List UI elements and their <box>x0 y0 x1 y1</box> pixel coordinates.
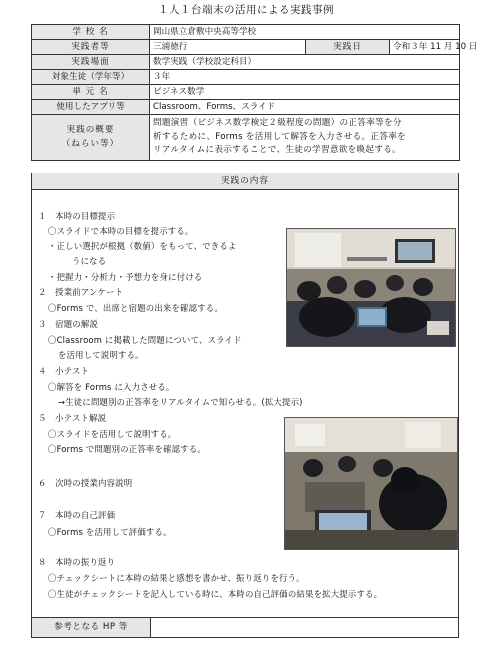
purpose-line: 析するために、Forms を活用して解答を入力させる。正答率を <box>153 131 407 142</box>
content-section <box>31 173 459 618</box>
step-item: 〇スライドを活用して説明する。 <box>48 429 177 439</box>
teacher-value: 三浦徳行 <box>150 40 306 55</box>
step-heading: １ 本時の目標提示 <box>38 211 116 221</box>
step-item: 〇Forms で、出席と宿題の出来を確認する。 <box>48 303 223 313</box>
target-value: ３年 <box>150 70 460 85</box>
apps-label: 使用したアプリ等 <box>32 100 150 115</box>
step-item: 〇チェックシートに本時の結果と感想を書かせ、振り返りを行う。 <box>48 573 305 583</box>
date-label: 実践日 <box>306 40 390 55</box>
purpose-label-line-2: （ねらい等） <box>61 139 120 150</box>
step-heading: ６ 次時の授業内容説明 <box>38 478 133 488</box>
info-row-teacher <box>32 40 460 55</box>
target-label: 対象生徒（学年等） <box>32 70 150 85</box>
step-item: 〇生徒がチェックシートを記入している時に、本時の自己評価の結果を拡大提示する。 <box>48 589 383 599</box>
step-item: うになる <box>72 256 107 266</box>
info-row-apps <box>32 100 460 115</box>
content-header: 実践の内容 <box>32 173 458 190</box>
step-item: 〇Forms を活用して評価する。 <box>48 527 172 537</box>
info-row-scene <box>32 55 460 70</box>
date-value: 令和３年 11 月 10 日 <box>390 40 460 55</box>
teacher-label: 実践者等 <box>32 40 150 55</box>
reference-label: 参考となる HP 等 <box>32 618 151 637</box>
purpose-text <box>150 115 460 161</box>
step-item: 〇スライドで本時の目標を提示する。 <box>48 226 194 236</box>
reference-row <box>31 617 459 638</box>
step-item: 〇解答を Forms に入力させる。 <box>48 382 175 392</box>
info-row-target <box>32 70 460 85</box>
info-table <box>31 24 478 161</box>
unit-label: 単 元 名 <box>32 85 150 100</box>
student-tablet-photo <box>284 417 458 550</box>
purpose-line: 問題演習（ビジネス数学検定２級程度の問題）の正答率等を分 <box>153 118 402 128</box>
step-heading: ２ 授業前アンケート <box>38 287 124 297</box>
step-heading: ７ 本時の自己評価 <box>38 510 116 520</box>
scene-label: 実践場面 <box>32 55 150 70</box>
step-item: を活用して説明する。 <box>58 350 144 360</box>
purpose-label <box>32 115 150 161</box>
apps-value: Classroom、Forms、スライド <box>150 100 460 115</box>
step-item: →生徒に問題別の正答率をリアルタイムで知らせる。(拡大提示) <box>58 397 303 407</box>
step-heading: ５ 小テスト解説 <box>38 413 107 423</box>
info-row-unit <box>32 85 460 100</box>
purpose-line: リアルタイムに表示することで、生徒の学習意欲を喚起する。 <box>153 145 401 155</box>
step-heading: ３ 宿題の解説 <box>38 319 99 329</box>
school-value: 岡山県立倉敷中央高等学校 <box>150 25 460 40</box>
school-label: 学 校 名 <box>32 25 150 40</box>
classroom-photo <box>286 228 456 347</box>
info-row-purpose <box>32 115 460 161</box>
info-row-school <box>32 25 460 40</box>
step-heading: ４ 小テスト <box>38 366 90 376</box>
document-title: １人１台端末の活用による実践事例 <box>158 4 334 16</box>
scene-value: 数学実践（学校設定科目） <box>150 55 460 70</box>
step-item: ・正しい選択が根拠（数値）をもって、できるよ <box>48 241 237 251</box>
step-heading: ８ 本時の振り返り <box>38 557 116 567</box>
step-item: 〇Forms で問題別の正答率を確認する。 <box>48 444 206 454</box>
unit-value: ビジネス数学 <box>150 85 460 100</box>
step-item: ・把握力・分析力・予想力を身に付ける <box>48 272 203 282</box>
purpose-label-line-1: 実践の概要 <box>66 125 115 136</box>
step-item: 〇Classroom に掲載した問題について、スライド <box>48 335 242 345</box>
